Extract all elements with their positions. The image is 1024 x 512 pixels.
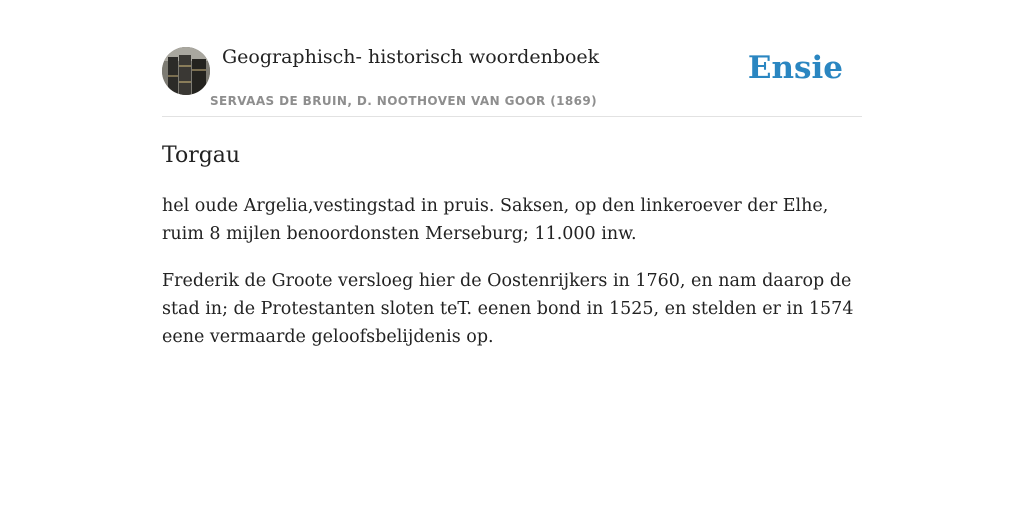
entry-title: Torgau [162,143,241,168]
entry-body [162,192,862,351]
header [162,0,862,117]
book-author: SERVAAS DE BRUIN, D. NOOTHOVEN VAN GOOR (1869) [210,94,598,108]
brand-logo-link[interactable]: Ensie [747,50,843,86]
entry-paragraph: Frederik de Groote versloeg hier de Oostenrijkers in 1760, en nam daarop de stad in; de Protestanten sloten teT. eenen bond in 1525, en stelden er in 1574 eene vermaarde geloofsbelijdenis op. [162,271,854,347]
book-spines-icon [162,47,210,95]
book-title[interactable]: Geographisch- historisch woordenboek [222,46,600,68]
entry-paragraph: hel oude Argelia,vestingstad in pruis. Saksen, op den linkeroever der Elhe, ruim 8 mijlen benoordonsten Merseburg; 11.000 inw. [162,196,829,244]
page-container [162,0,862,351]
book-cover-avatar[interactable] [162,47,210,95]
